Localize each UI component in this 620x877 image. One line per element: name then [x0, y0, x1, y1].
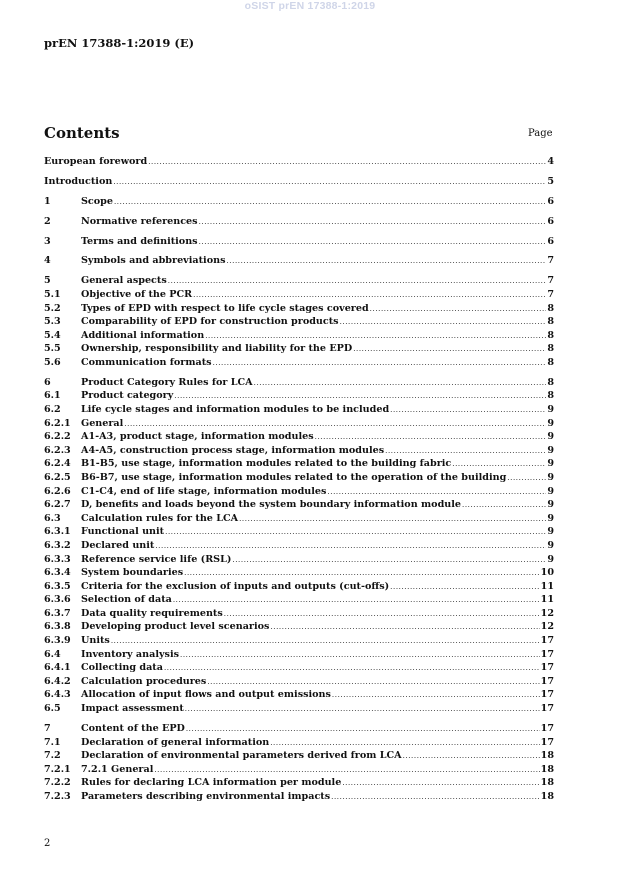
toc-dot-leader	[340, 318, 547, 326]
toc-dot-leader	[239, 515, 546, 523]
watermark: oSIST prEN 17388-1:2019	[244, 0, 376, 12]
toc-entry[interactable]	[44, 445, 554, 459]
toc-dot-leader	[254, 379, 547, 387]
toc-dot-leader	[124, 420, 546, 428]
toc-dot-leader	[332, 691, 540, 699]
toc-entry-number: 7.1	[44, 736, 61, 748]
toc-entry-page: 9	[547, 431, 554, 443]
toc-entry-number: 6.2.6	[44, 485, 71, 497]
toc-entry-number: 6.4.3	[44, 689, 71, 701]
toc-entry-page: 8	[547, 316, 554, 328]
toc-entry-page: 8	[547, 356, 554, 368]
toc-entry-page: 8	[547, 376, 554, 388]
toc-entry[interactable]	[44, 723, 554, 737]
toc-entry[interactable]	[44, 390, 554, 404]
toc-entry-title: Communication formats	[81, 356, 212, 368]
toc-entry[interactable]	[44, 764, 554, 778]
toc-entry-page: 7	[547, 288, 554, 300]
toc-entry[interactable]	[44, 275, 554, 289]
toc-entry-number: 6.4.1	[44, 662, 71, 674]
toc-entry-title: Terms and definitions	[81, 235, 198, 247]
toc-entry-number: 2	[44, 215, 51, 227]
toc-entry-title: Comparability of EPD for construction products	[81, 316, 339, 328]
toc-entry-number: 7.2.1	[44, 763, 71, 775]
toc-entry-number: 4	[44, 255, 51, 267]
toc-entry-number: 6.4.2	[44, 675, 71, 687]
toc-entry-title: Calculation rules for the LCA	[81, 512, 239, 524]
toc-dot-leader	[270, 739, 539, 747]
toc-entry-title: Normative references	[81, 215, 198, 227]
toc-entry-page: 17	[540, 635, 554, 647]
toc-entry-page: 9	[547, 526, 554, 538]
toc-entry[interactable]	[44, 777, 554, 791]
toc-entry-title: Inventory analysis	[81, 648, 179, 660]
toc-entry-title: Introduction	[44, 175, 113, 187]
toc-entry[interactable]	[44, 676, 554, 690]
toc-entry-number: 6.5	[44, 703, 61, 715]
toc-entry-page: 17	[540, 648, 554, 660]
toc-entry-number: 5.3	[44, 316, 61, 328]
toc-entry-title: Additional information	[81, 329, 205, 341]
toc-dot-leader	[165, 528, 546, 536]
toc-entry[interactable]	[44, 216, 554, 230]
toc-dot-leader	[154, 766, 539, 774]
toc-entry[interactable]	[44, 156, 554, 170]
toc-entry-title: Units	[81, 635, 110, 647]
toc-entry-page: 8	[547, 390, 554, 402]
toc-entry-title: D, benefits and loads beyond the system boundary information module	[81, 499, 461, 511]
toc-entry-number: 6.3.4	[44, 567, 71, 579]
toc-entry-page: 18	[540, 790, 554, 802]
toc-dot-leader	[113, 178, 546, 186]
contents-heading: Contents	[44, 124, 120, 142]
toc-dot-leader	[331, 793, 539, 801]
toc-entry-title: Criteria for the exclusion of inputs and outputs (cut-offs)	[81, 580, 390, 592]
toc-entry[interactable]	[44, 458, 554, 472]
toc-entry-page: 17	[540, 703, 554, 715]
toc-dot-leader	[213, 359, 547, 367]
toc-entry[interactable]	[44, 486, 554, 500]
toc-entry[interactable]	[44, 567, 554, 581]
toc-entry-number: 5.2	[44, 302, 61, 314]
toc-entry-title: Product category	[81, 390, 174, 402]
toc-entry-page: 9	[547, 553, 554, 565]
toc-entry-title: A1-A3, product stage, information modules	[81, 431, 314, 443]
toc-entry-page: 9	[547, 539, 554, 551]
toc-entry-page: 17	[540, 722, 554, 734]
toc-entry-title: Developing product level scenarios	[81, 621, 270, 633]
toc-entry-number: 6.3.9	[44, 635, 71, 647]
toc-dot-leader	[327, 488, 546, 496]
toc-entry-number: 7	[44, 722, 51, 734]
toc-entry-title: Declaration of environmental parameters derived from LCA	[81, 750, 402, 762]
toc-entry[interactable]	[44, 357, 554, 371]
toc-entry-page: 11	[540, 594, 554, 606]
toc-dot-leader	[224, 610, 540, 618]
toc-dot-leader	[174, 392, 546, 400]
toc-entry-number: 6.3.7	[44, 607, 71, 619]
toc-entry-page: 4	[547, 156, 554, 167]
toc-entry-title: Content of the EPD	[81, 722, 185, 734]
toc-entry-number: 6.3.2	[44, 539, 71, 551]
toc-entry[interactable]	[44, 236, 554, 250]
toc-entry-title: Symbols and abbreviations	[81, 255, 226, 267]
toc-entry-title: Declared unit	[81, 539, 155, 551]
toc-entry-number: 5.4	[44, 329, 61, 341]
toc-entry-number: 1	[44, 195, 51, 207]
toc-dot-leader	[403, 752, 540, 760]
toc-dot-leader	[148, 158, 546, 166]
toc-dot-leader	[507, 474, 546, 482]
toc-entry-title: 7.2.1 General	[81, 763, 154, 775]
toc-entry[interactable]	[44, 499, 554, 513]
toc-entry-title: C1-C4, end of life stage, information modules	[81, 485, 327, 497]
toc-entry[interactable]	[44, 594, 554, 608]
toc-entry-page: 9	[547, 417, 554, 429]
toc-entry-title: Functional unit	[81, 526, 165, 538]
toc-entry[interactable]	[44, 343, 554, 357]
toc-entry-page: 8	[547, 302, 554, 314]
table-of-contents	[44, 156, 554, 805]
toc-entry-title: Rules for declaring LCA information per module	[81, 777, 342, 789]
toc-entry[interactable]	[44, 303, 554, 317]
toc-entry-number: 5.1	[44, 288, 61, 300]
toc-dot-leader	[199, 218, 547, 226]
toc-entry-title: Ownership, responsibility and liability for the EPD	[81, 343, 353, 355]
toc-entry[interactable]	[44, 737, 554, 751]
toc-entry[interactable]	[44, 750, 554, 764]
toc-dot-leader	[462, 501, 546, 509]
toc-dot-leader	[155, 542, 546, 550]
toc-entry[interactable]	[44, 330, 554, 344]
toc-entry-page: 18	[540, 763, 554, 775]
toc-dot-leader	[173, 596, 540, 604]
toc-entry[interactable]	[44, 472, 554, 486]
toc-dot-leader	[199, 238, 547, 246]
toc-entry-page: 12	[540, 621, 554, 633]
toc-entry-number: 6	[44, 376, 51, 388]
toc-entry[interactable]	[44, 289, 554, 303]
toc-dot-leader	[315, 433, 547, 441]
toc-entry-number: 6.3.5	[44, 580, 71, 592]
toc-entry[interactable]	[44, 540, 554, 554]
toc-entry-page: 9	[547, 458, 554, 470]
toc-entry-page: 17	[540, 662, 554, 674]
toc-dot-leader	[353, 345, 546, 353]
toc-dot-leader	[185, 705, 540, 713]
toc-dot-leader	[205, 332, 546, 340]
toc-entry-page: 18	[540, 750, 554, 762]
toc-entry-number: 5.5	[44, 343, 61, 355]
toc-entry-number: 6.3	[44, 512, 61, 524]
toc-dot-leader	[226, 257, 546, 265]
toc-entry-page: 9	[547, 485, 554, 497]
toc-entry[interactable]	[44, 513, 554, 527]
toc-dot-leader	[207, 678, 539, 686]
toc-entry-page: 7	[547, 255, 554, 267]
toc-dot-leader	[164, 664, 540, 672]
toc-entry[interactable]	[44, 608, 554, 622]
toc-entry-number: 6.3.8	[44, 621, 71, 633]
toc-entry-title: Collecting data	[81, 662, 163, 674]
toc-entry[interactable]	[44, 689, 554, 703]
toc-entry-page: 18	[540, 777, 554, 789]
toc-entry-page: 17	[540, 736, 554, 748]
toc-entry-number: 6.2.3	[44, 444, 71, 456]
toc-entry-page: 17	[540, 675, 554, 687]
document-id: prEN 17388-1:2019 (E)	[44, 36, 195, 50]
toc-dot-leader	[111, 637, 540, 645]
toc-dot-leader	[385, 447, 546, 455]
toc-entry-number: 7.2.3	[44, 790, 71, 802]
toc-entry-number: 5.6	[44, 356, 61, 368]
toc-entry-page: 17	[540, 689, 554, 701]
toc-entry-title: Objective of the PCR	[81, 288, 193, 300]
toc-entry-title: B1-B5, use stage, information modules related to the building fabric	[81, 458, 452, 470]
toc-dot-leader	[452, 460, 546, 468]
toc-entry-page: 9	[547, 403, 554, 415]
toc-entry-number: 6.4	[44, 648, 61, 660]
toc-entry-number: 6.2.4	[44, 458, 71, 470]
toc-entry-title: Parameters describing environmental impacts	[81, 790, 331, 802]
toc-entry-title: General aspects	[81, 275, 167, 287]
toc-dot-leader	[232, 556, 546, 564]
toc-entry[interactable]	[44, 176, 554, 190]
toc-entry-number: 6.2.2	[44, 431, 71, 443]
toc-entry-number: 6.2.7	[44, 499, 71, 511]
toc-entry-title: Allocation of input flows and output emissions	[81, 689, 331, 701]
toc-entry-page: 8	[547, 329, 554, 341]
toc-entry-page: 9	[547, 444, 554, 456]
toc-entry-title: Types of EPD with respect to life cycle stages covered	[81, 302, 369, 314]
toc-entry[interactable]	[44, 418, 554, 432]
toc-dot-leader	[180, 651, 540, 659]
toc-dot-leader	[342, 779, 539, 787]
toc-dot-leader	[390, 406, 546, 414]
toc-entry-number: 3	[44, 235, 51, 247]
toc-entry-number: 6.3.3	[44, 553, 71, 565]
toc-entry-title: Product Category Rules for LCA	[81, 376, 253, 388]
toc-entry-page: 9	[547, 471, 554, 483]
toc-entry[interactable]	[44, 703, 554, 717]
toc-entry-title: Life cycle stages and information modules to be included	[81, 403, 390, 415]
toc-entry-page: 10	[540, 567, 554, 579]
toc-entry-number: 7.2.2	[44, 777, 71, 789]
toc-entry-number: 7.2	[44, 750, 61, 762]
toc-entry-number: 6.2.1	[44, 417, 71, 429]
toc-entry[interactable]	[44, 255, 554, 269]
toc-entry-title: Data quality requirements	[81, 607, 223, 619]
toc-entry-page: 9	[547, 499, 554, 511]
toc-dot-leader	[370, 305, 547, 313]
toc-entry-title: Impact assessment	[81, 703, 184, 715]
toc-entry[interactable]	[44, 316, 554, 330]
toc-entry-title: Scope	[81, 195, 113, 207]
toc-entry-page: 12	[540, 607, 554, 619]
toc-entry-number: 5	[44, 275, 51, 287]
toc-entry-page: 11	[540, 580, 554, 592]
toc-entry-page: 6	[547, 215, 554, 227]
toc-dot-leader	[184, 569, 540, 577]
toc-entry-page: 8	[547, 343, 554, 355]
toc-entry-title: Calculation procedures	[81, 675, 207, 687]
toc-entry[interactable]	[44, 649, 554, 663]
toc-entry-title: Reference service life (RSL)	[81, 553, 232, 565]
toc-entry-number: 6.2	[44, 403, 61, 415]
toc-entry[interactable]	[44, 526, 554, 540]
toc-entry[interactable]	[44, 621, 554, 635]
toc-entry-number: 6.1	[44, 390, 61, 402]
toc-entry-title: System boundaries	[81, 567, 184, 579]
toc-dot-leader	[114, 198, 546, 206]
toc-dot-leader	[168, 277, 547, 285]
toc-dot-leader	[270, 623, 539, 631]
toc-entry-title: European foreword	[44, 156, 148, 167]
toc-entry-page: 9	[547, 512, 554, 524]
toc-entry-title: Selection of data	[81, 594, 172, 606]
page-number: 2	[44, 838, 51, 849]
toc-entry[interactable]	[44, 377, 554, 391]
toc-entry[interactable]	[44, 791, 554, 805]
toc-entry-page: 7	[547, 275, 554, 287]
toc-entry[interactable]	[44, 404, 554, 418]
toc-entry[interactable]	[44, 635, 554, 649]
toc-entry-page: 6	[547, 195, 554, 207]
toc-entry-title: A4-A5, construction process stage, information modules	[81, 444, 385, 456]
toc-entry[interactable]	[44, 196, 554, 210]
toc-entry[interactable]	[44, 554, 554, 568]
toc-entry-title: B6-B7, use stage, information modules related to the operation of the building	[81, 471, 507, 483]
page-column-label: Page	[528, 128, 553, 139]
toc-entry-title: General	[81, 417, 124, 429]
toc-dot-leader	[186, 725, 540, 733]
toc-dot-leader	[193, 291, 546, 299]
toc-entry-title: Declaration of general information	[81, 736, 270, 748]
toc-entry-number: 6.3.6	[44, 594, 71, 606]
toc-entry-page: 6	[547, 235, 554, 247]
toc-dot-leader	[390, 583, 539, 591]
toc-entry-number: 6.3.1	[44, 526, 71, 538]
toc-entry[interactable]	[44, 581, 554, 595]
toc-entry-page: 5	[547, 175, 554, 187]
toc-entry[interactable]	[44, 431, 554, 445]
toc-entry[interactable]	[44, 662, 554, 676]
toc-entry-number: 6.2.5	[44, 471, 71, 483]
